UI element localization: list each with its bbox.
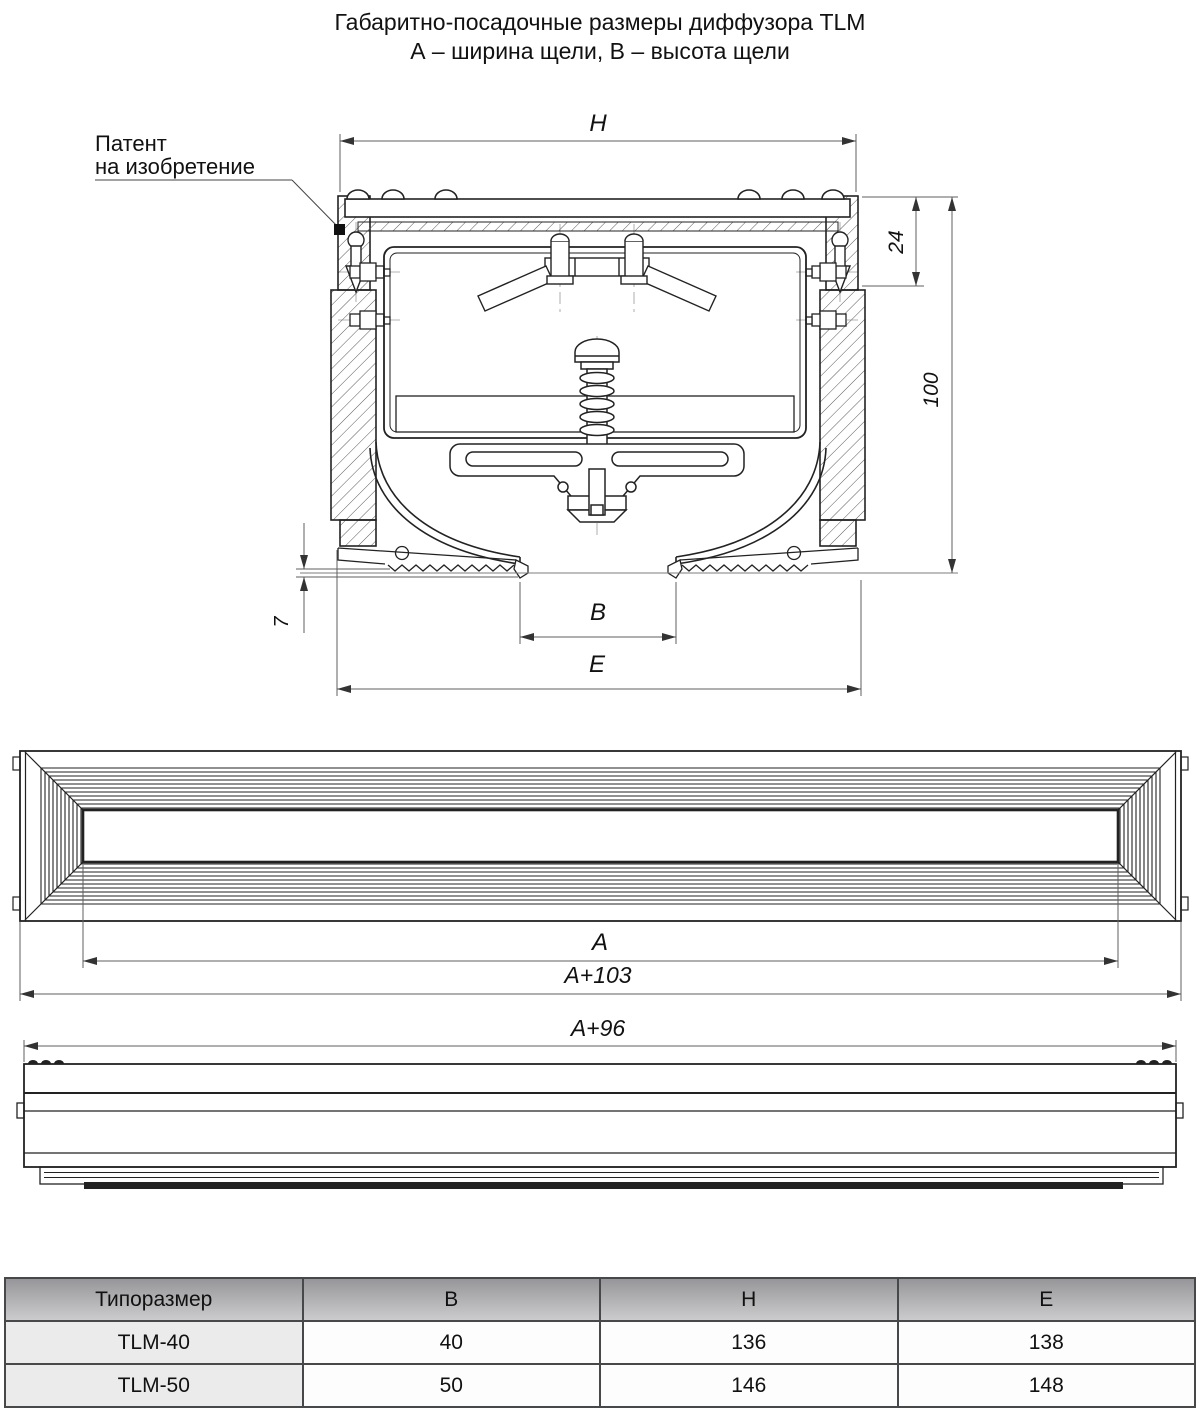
dim-100 [920, 197, 956, 573]
cell-H: 136 [600, 1321, 898, 1364]
cell-model: TLM-50 [5, 1364, 303, 1407]
dim-B-label: B [589, 599, 607, 626]
side-clip [1176, 1103, 1183, 1118]
patent-marker-dot [334, 224, 345, 235]
front-dimensions [20, 865, 1181, 1001]
dim-A103-label: A+103 [564, 962, 632, 988]
cell-model: TLM-40 [5, 1321, 303, 1364]
header-typesize: Типоразмер [5, 1278, 303, 1321]
dim-A96-label: A+96 [570, 1015, 626, 1041]
mount-tab [13, 757, 20, 770]
mount-tab [1181, 757, 1188, 770]
dim-E-label: E [588, 651, 606, 678]
dim-H [340, 110, 856, 192]
side-bottom-strip [40, 1167, 1163, 1189]
dim-7 [271, 523, 518, 633]
table-row [5, 1364, 1195, 1407]
patent-callout [95, 131, 345, 235]
cell-E: 138 [898, 1321, 1196, 1364]
dim-24 [862, 197, 958, 286]
table-row [5, 1321, 1195, 1364]
front-view [13, 751, 1188, 921]
dim-7-label: 7 [271, 616, 293, 628]
header-H: H [600, 1278, 898, 1321]
side-view [17, 1015, 1183, 1189]
side-clip [17, 1103, 24, 1118]
title-line2: А – ширина щели, В – высота щели [410, 38, 790, 64]
header-E: E [898, 1278, 1196, 1321]
section-view [300, 190, 958, 578]
mount-tab [13, 897, 20, 910]
patent-label-line2: на изобретение [95, 154, 255, 179]
size-table [4, 1277, 1196, 1408]
dim-24-label: 24 [885, 230, 908, 254]
cell-B: 40 [303, 1321, 601, 1364]
dim-100-label: 100 [920, 372, 943, 408]
dim-H-label: H [589, 110, 607, 137]
top-plate [345, 190, 850, 217]
cell-B: 50 [303, 1364, 601, 1407]
title-line1: Габаритно-посадочные размеры диффузора TLM [334, 9, 866, 35]
patent-label-line1: Патент [95, 131, 167, 156]
front-slot [83, 810, 1118, 862]
wing-bolts [478, 234, 716, 311]
header-B: B [303, 1278, 601, 1321]
cell-H: 146 [600, 1364, 898, 1407]
cell-E: 148 [898, 1364, 1196, 1407]
mount-tab [1181, 897, 1188, 910]
dim-B [520, 582, 676, 644]
dim-A-label: A [591, 929, 609, 956]
clamp-bracket [450, 444, 744, 522]
table-header-row [5, 1278, 1195, 1321]
dim-A96 [24, 1015, 1176, 1062]
